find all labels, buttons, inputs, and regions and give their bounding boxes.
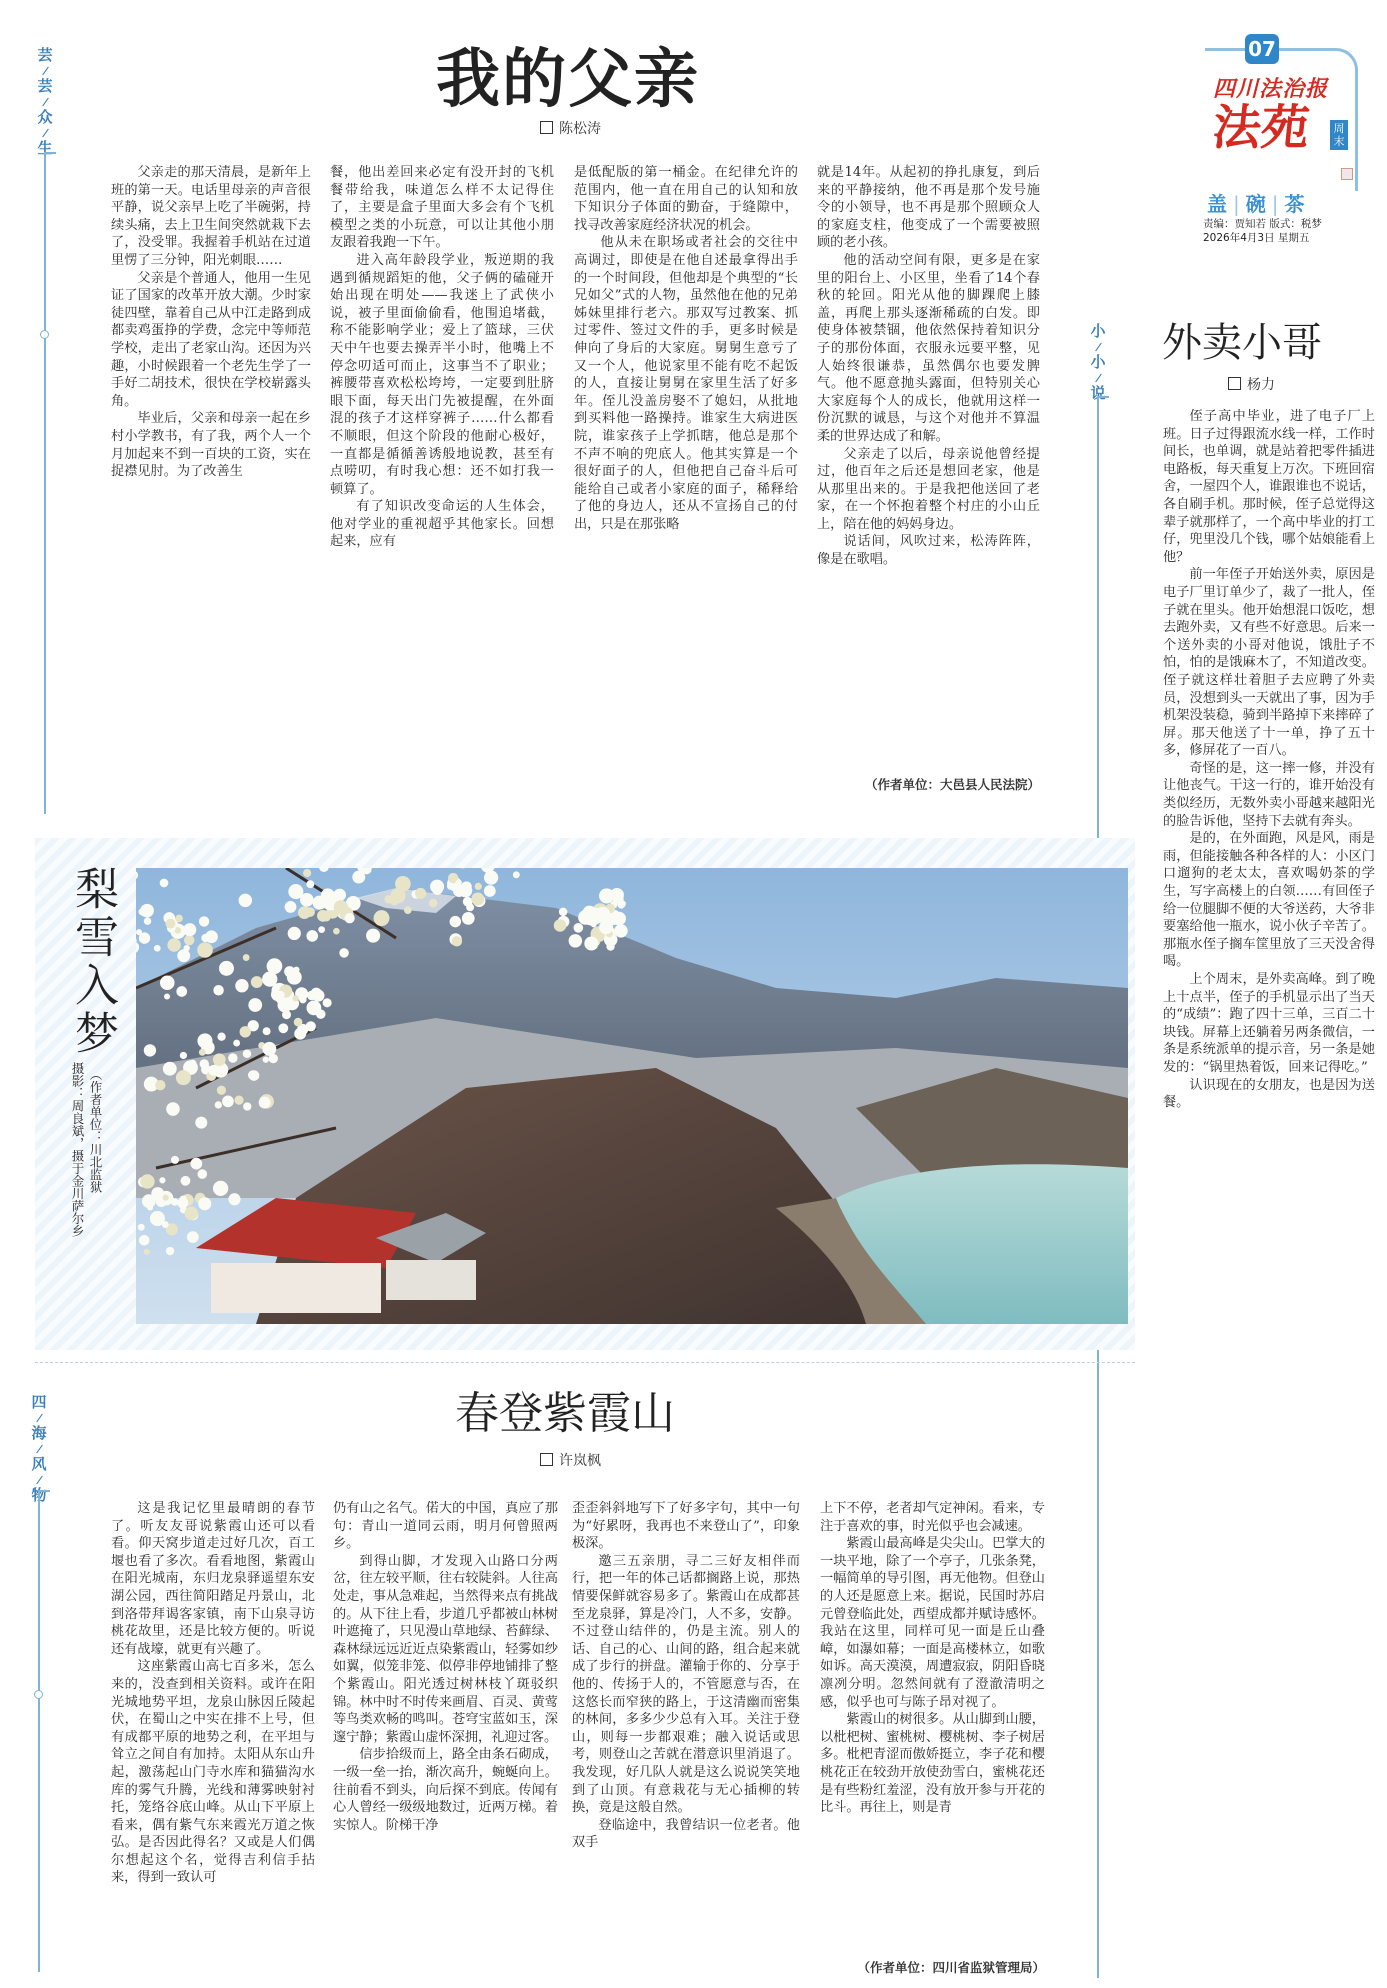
blossom (184, 945, 190, 951)
blossom (239, 894, 252, 907)
article1-column (817, 164, 1040, 770)
blossom (199, 916, 209, 926)
blossom (278, 1023, 288, 1033)
blossom (318, 926, 325, 933)
section-rule (38, 1490, 50, 1972)
masthead (1203, 28, 1370, 244)
blossom (228, 1193, 240, 1205)
blossom (307, 1001, 322, 1016)
blossom (163, 1195, 169, 1201)
paragraph: 父亲走的那天清晨，是新年上班的第一天。电话里母亲的声音很平静，说父亲早上吃了半碗粥，持续头痛，去上卫生间突然就栽下去了，没受罪。我握着手机站在过道里愣了三分钟，阳光刺眼…… (111, 165, 311, 268)
blossom (165, 919, 175, 929)
section-label-xiaoxiaoshuo: 小 小 说 (1090, 322, 1106, 402)
article1-column (330, 164, 554, 770)
blossom (307, 991, 317, 1001)
blossom (171, 1156, 179, 1164)
blossom (243, 1049, 251, 1057)
blossom (162, 1221, 169, 1228)
blossom (559, 908, 568, 917)
blossom (233, 1040, 240, 1047)
editor-line: 责编：贾知若 版式：税梦 (1203, 218, 1322, 230)
author-name: 杨力 (1247, 377, 1275, 393)
blossom (154, 945, 161, 952)
paragraph: 这座紫霞山高七百多米，怎么来的，没查到相关资料。或许在阳光城地势平坦，龙泉山脉因丘陵起伏，在蜀山之中实在排不上号，但有成都平原的地势之利，在平坦与耸立之间自有加持。太阳从东山升起，激荡起山门寺水库和猫猫沟水库的雾气升腾，光线和薄雾映射衬托，笼络谷底山峰。从山下平原上看来，偶有紫气东来霞光万道之恢弘。是否因此得名？又或是人们偶尔想起这个名，觉得吉利信手拈来，得到一致认可 (111, 1659, 315, 1886)
article2-byline (1228, 374, 1275, 394)
blossom (583, 911, 598, 926)
paragraph: 紫霞山最高峰是尖尖山。巴掌大的一块平地，除了一个亭子，几张条凳，一幅简单的导引图，再无他物。但登山的人还是愿意上来。据说，民国时苏启元曾登临此处，西望成都并赋诗感怀。我站在这里，同样可见一面是丘山叠嶂，如瀑如幕；一面是高楼林立，如歌如诉。高天漠漠，周遭寂寂，阴阳昏晓凛冽分明。忽然间就有了澄澈清明之感，似乎也可与陈子昂对视了。 (820, 1536, 1045, 1710)
column-char: 茶 (1284, 192, 1305, 216)
blossom (300, 893, 314, 907)
blossom (292, 995, 298, 1001)
blossom (164, 993, 170, 999)
blossom (285, 901, 297, 913)
blossom (450, 916, 461, 927)
blossom (294, 1028, 306, 1040)
blossom (484, 885, 496, 897)
blossom (200, 1059, 209, 1068)
blossom (263, 1027, 271, 1035)
blossom (184, 935, 195, 946)
blossom (219, 961, 234, 976)
blossom (167, 938, 180, 951)
paragraph: 说话间，风吹过来，松涛阵阵，像是在歌唱。 (817, 534, 1040, 568)
blossom (269, 1054, 278, 1063)
blossom (181, 1176, 191, 1186)
blossom (234, 1096, 243, 1105)
blossom (466, 903, 474, 911)
article2-title: 外卖小哥 (1162, 320, 1322, 366)
blossom (306, 930, 318, 942)
paragraph: 前一年侄子开始送外卖，原因是电子厂里订单少了，裁了一批人，侄子就在里头。他开始想混口饭吃，想去跑外卖，又有些不好意思。后来一个送外卖的小哥对他说，饿肚子不怕，怕的是饿麻木了，不知道改变。侄子就这样壮着胆子去应聘了外卖员，没想到头一天就出了事，因为手机架没装稳，骑到半路掉下来摔碎了屏。那天他送了十一单，挣了五十多，修屏花了一百八。 (1163, 567, 1375, 759)
photo-caption-line2: 摄影：周良斌，摄于金川萨尔乡 (70, 1062, 85, 1237)
paragraph: 父亲走了以后，母亲说他曾经提过，他百年之后还是想回老家，他是从那里出来的。于是我把他送回了老家，在一个怀抱着整个村庄的小山丘上，陪在他的妈妈身边。 (817, 446, 1040, 532)
blossom (222, 1066, 229, 1073)
paragraph: 认识现在的女朋友，也是因为送餐。 (1163, 1077, 1375, 1111)
blossom (138, 908, 145, 915)
blossom (183, 923, 196, 936)
blossom (243, 954, 250, 961)
blossom (374, 910, 390, 926)
article1-column (111, 164, 311, 770)
blossom (554, 919, 567, 932)
blossom (251, 976, 263, 988)
blossom (618, 901, 625, 908)
blossom (293, 967, 299, 973)
blossom (263, 1056, 269, 1062)
blossom (429, 899, 437, 907)
paragraph: 登临途中，我曾结识一位老者。他双手 (572, 1817, 800, 1851)
paragraph: 仍有山之名气。偌大的中国，真应了那句：青山一道同云雨，明月何曾照两乡。 (333, 1501, 558, 1552)
blossom (159, 1177, 165, 1183)
blossom (217, 1033, 225, 1041)
blossom (138, 1224, 145, 1231)
paragraph: 紫霞山的树很多。从山脚到山腰，以枇杷树、蜜桃树、樱桃树、李子树居多。枇杷青涩而傲娇挺立，李子花和樱桃花正在较劲开放使劲雪白，蜜桃花还是有些粉红羞涩，没有放开参与开花的比斗。再往上，则是青 (820, 1712, 1045, 1816)
blossom (599, 920, 613, 934)
blossom (344, 913, 354, 923)
blossom (611, 913, 617, 919)
blossom (415, 888, 426, 899)
blossom (456, 879, 462, 885)
blossom (395, 876, 411, 892)
blossom (317, 910, 329, 922)
page-number-badge: 07 (1245, 34, 1279, 64)
blossom (139, 1235, 150, 1246)
paper-name-logo: 四川法治报 (1213, 76, 1329, 102)
paragraph: 进入高年龄段学业，叛逆期的我遇到循规蹈矩的他，父子俩的磕碰开始出现在明处——我迷上了武侠小说，被子里面偷偷看，他围追堵截，称不能影响学业；爱上了篮球，三伏天中午也要去操弄半小时，他嘴上不停念叨适可而止，这事当不了职业；裤腰带喜欢松松垮垮，一定要到肚脐眼下面，每天出门先被提醒，在外面混的孩子才这样穿裤子……什么都看不顺眼，但这个阶段的他耐心极好，一直都是循循善诱般地说教，甚至有点唠叨，有时我心想：还不如打我一顿算了。 (330, 252, 554, 497)
article1-credit: （作者单位：大邑县人民法院） (864, 777, 1040, 792)
paragraph: 到得山脚，才发现入山路口分两岔，往左较平顺，往右较陡斜。人往高处走，事从急难起，当然得来点有挑战的。从下往上看，步道几乎都被山林树叶遮掩了，只见漫山草地绿、苔藓绿、森林绿远远近近点染紫霞山，轻雾如纱如翼，似笼非笼、似停非停地铺排了整个紫霞山。阳光透过树林枝丫斑驳织锦。林中时不时传来画眉、百灵、黄莺等鸟类欢畅的鸣叫。苍穹宝蓝如玉，深邃宁静；紫霞山虚怀深拥，礼迎过客。 (333, 1553, 558, 1745)
author-name: 许岚枫 (559, 1453, 601, 1469)
photo-title: 梨雪入梦 (67, 866, 118, 1058)
blossom (175, 915, 183, 923)
column-char: 盖 (1207, 192, 1227, 216)
paragraph: 侄子高中毕业，进了电子厂上班。日子过得跟流水线一样，工作时间长，也单调，就是站着把零件插进电路板，每天重复上万次。下班回宿舍，一屋四个人，谁跟谁也不说话，各自刷手机。那时候，侄子总觉得这辈子就那样了，一个高中毕业的打工仔，兜里没几个钱，哪个姑娘能看上他？ (1163, 409, 1375, 565)
paragraph: 信步拾级而上，路全由条石砌成，一级一垒一抬，渐次高升，蜿蜒向上。往前看不到头，向后探不到底。传闻有心人曾经一级级地数过，近两万梯。着实惊人。阶梯干净 (333, 1747, 558, 1833)
blossom (166, 1102, 180, 1116)
blossom (160, 879, 169, 888)
photo-caption-line1: （作者单位：川北监狱 (88, 1068, 103, 1193)
blossom (160, 975, 175, 990)
blossom (471, 893, 484, 906)
article1-byline (540, 118, 601, 138)
blossom (484, 871, 498, 885)
paragraph: 是的，在外面跑，风是风，雨是雨，但能接触各种各样的人：小区门口遛狗的老太太，喜欢喝奶茶的学生，写字高楼上的白领……有回侄子给一位腿脚不便的大爷送药，大爷非要塞给他一瓶水，说小伙子辛苦了。那瓶水侄子搁车筐里放了三天没舍得喝。 (1163, 831, 1375, 970)
blossom (569, 934, 582, 947)
blossom (208, 1065, 219, 1076)
section-rule-dot (34, 1690, 43, 1699)
article1-title: 我的父亲 (436, 43, 700, 117)
blossom (163, 1062, 177, 1076)
paragraph: 邀三五亲朋，寻二三好友相伴而行，把一年的体己话都搁路上说，那热情要保鲜就容易多了。紫霞山在成都甚至龙泉驿，算是冷门，人不多，安静。不过登山结伴的，仍是主流。别人的话、自己的心、山间的路，组合起来就成了步行的拼盘。灌输于你的、分享于他的、传扬于人的，不管愿意与否，在这悠长而窄狭的路上，于这清幽而密集的林间，多多少少总有入耳。关注于登山，则每一步都艰难；融入说话或思考，则登山之苦就在潜意识里消退了。我发现，好几队人就是这么说说笑笑地到了山顶。有意栽花与无心插柳的转换，竟是这般自然。 (572, 1553, 800, 1816)
weekend-tag: 周末 (1330, 120, 1348, 150)
blossom (366, 929, 380, 943)
blossom (240, 1026, 251, 1037)
paragraph: 上个周末，是外卖高峰。到了晚上十点半，侄子的手机显示出了当天的“成绩”：跑了四十三单，三百二十块钱。屏幕上还躺着另两条微信，一条是系统派单的提示音，另一条是她发的：“锅里热着饭，回来记得吃。” (1163, 972, 1375, 1075)
blossom (248, 1070, 257, 1079)
supplement-logo: 法苑 (1210, 100, 1312, 156)
article3-title: 春登紫霞山 (455, 1388, 675, 1439)
blossom (147, 1205, 153, 1211)
blossom (248, 998, 262, 1012)
blossom (176, 1070, 191, 1085)
blossom (262, 972, 277, 987)
byline-box-icon (1228, 377, 1241, 390)
blossom (185, 1207, 199, 1221)
blossom (176, 986, 187, 997)
blossom (177, 949, 190, 962)
blossom (213, 985, 223, 995)
blossom (228, 1053, 237, 1062)
article3-column (111, 1500, 315, 1955)
author-name: 陈松涛 (559, 121, 601, 137)
paragraph: 就是14年。从起初的挣扎康复，到后来的平静接纳，他不再是那个发号施令的小领导，也不再是那个照顾众人的家庭支柱，他变成了一个需要被照顾的老小孩。 (817, 165, 1040, 251)
section-rule-dot (40, 330, 49, 339)
section-label-yunyun: 芸 芸 众 生 (37, 46, 53, 157)
paragraph: 这是我记忆里最晴朗的春节了。听友友哥说紫霞山还可以看看。仰天窝步道走过好几次，百工堰也看了多次。看看地图，紫霞山在阳光城南，东归龙泉驿遥望东安湖公园，西往简阳踏足丹景山，北到洛带拜谒客家镇，南下山泉寻访桃花故里，还是比较方便的。听说还有战壕，就更有兴趣了。 (111, 1501, 315, 1657)
paragraph: 有了知识改变命运的人生体会，他对学业的重视超乎其他家长。回想起来，应有 (330, 499, 554, 550)
blossom (462, 912, 475, 925)
blossom (269, 964, 276, 971)
section-rule (44, 152, 56, 814)
blossom (198, 1197, 211, 1210)
article3-byline (540, 1450, 601, 1470)
blossom (213, 1181, 228, 1196)
paragraph: 餐，他出差回来必定有没开封的飞机餐带给我，味道怎么样不太记得住了，主要是盒子里面大多会有个飞机模型之类的小玩意，可以让其他小朋友跟着我跑一下午。 (330, 165, 554, 251)
blossom (323, 998, 332, 1007)
byline-box-icon (540, 1453, 553, 1466)
blossom (294, 1018, 303, 1027)
blossom (262, 1042, 276, 1056)
blossom (235, 979, 248, 992)
paragraph: 他从未在职场或者社会的交往中高调过，即使是在他自述最拿得出手的一个时间段，但他却是个典型的“长兄如父”式的人物，虽然他在他的兄弟姊妹里排行老六。那双写过教案、抓过零件、签过文件的手，更多时候是伸向了身后的大家庭。舅舅生意亏了又一个人，他说家里不能有吃不起饭的人，直接让舅舅在家里生活了好多年。侄儿没盖房娶不了媳妇，从批地到买料他一路操持。谁家生大病进医院，谁家孩子上学抓瞎，他总是那个不声不响的兜底人。他其实算是一个很好面子的人，但他把自己奋斗后可能给自己或者小家庭的面子，稀释给了他的身边人，还从不宣扬自己的付出，只是在那张略 (574, 235, 798, 532)
blossom (140, 1174, 154, 1188)
byline-box-icon (540, 121, 553, 134)
paragraph: 奇怪的是，这一摔一修，并没有让他丧气。干这一行的，谁开始没有类似经历，无数外卖小哥越来越阳光的脸告诉他，坚持下去就有奔头。 (1163, 760, 1375, 829)
date-line: 2026年4月3日 星期五 (1203, 232, 1310, 244)
paragraph: 毕业后，父亲和母亲一起在乡村小学教书，有了我，两个人一个月加起来不到一百块的工资，实在捉襟见肘。为了改善生 (111, 411, 311, 480)
blossom (199, 1049, 206, 1056)
blossom (458, 886, 465, 893)
column-char: 碗 (1245, 192, 1266, 216)
blossom (222, 1096, 234, 1108)
seal-stamp (1341, 168, 1353, 180)
blossom (180, 1052, 187, 1059)
column-name: 盖 | 碗 | 茶 (1207, 192, 1305, 216)
blossom (452, 936, 462, 946)
blossom (190, 1158, 202, 1170)
article2-body (1163, 408, 1375, 1983)
blossom (144, 1044, 156, 1056)
blossom (243, 1102, 251, 1110)
blossom (303, 869, 311, 877)
paragraph: 他的活动空间有限，更多是在家里的阳台上、小区里，坐看了14个春秋的轮回。阳光从他的脚踝爬上膝盖，再爬上那头逐渐稀疏的白发。即使身体被禁锢，他依然保持着知识分子的那份体面，衣服永远要平整，见人始终很谦恭，虽然偶尔也要发脾气。他不愿意抛头露面，但特别关心大家庭每个人的成长，他就用这样一份沉默的诚恳，与这个对他并不算温柔的世界达成了和解。 (817, 252, 1040, 444)
blossom (333, 928, 340, 935)
paragraph: 歪歪斜斜地写下了好多字句，其中一句为“好累呀，我再也不来登山了”，印象极深。 (572, 1501, 800, 1552)
blossom (288, 927, 301, 940)
blossom (144, 1249, 150, 1255)
blossom (584, 936, 598, 950)
blossom (166, 1247, 174, 1255)
blossom (447, 883, 454, 890)
blossom (155, 1080, 165, 1090)
blossom (259, 1097, 271, 1109)
blossom (215, 1101, 222, 1108)
blossom (513, 871, 520, 878)
blossom (339, 948, 349, 958)
blossom (139, 932, 150, 943)
article3-column (572, 1500, 800, 1955)
paragraph: 父亲是个普通人，他用一生见证了国家的改革开放大潮。少时家徒四壁，靠着自己从中江走路到成都卖鸡蛋挣的学费，念完中等师范学校，走出了老家山沟。还因为兴趣，小时候跟着一个老先生学了一手好二胡技术，很快在学校崭露头角。 (111, 270, 311, 409)
blossom (573, 923, 583, 933)
paragraph: 是低配版的第一桶金。在纪律允许的范围内，他一直在用自己的认知和放下知识分子体面的勤奋，于缝隙中，找寻改善家庭经济状况的机会。 (574, 165, 798, 233)
blossom (298, 906, 311, 919)
blossom (599, 888, 614, 903)
blossom (197, 942, 213, 958)
blossom (404, 906, 412, 914)
article3-credit: （作者单位：四川省监狱管理局） (857, 1960, 1045, 1975)
blossom (306, 880, 314, 888)
section-divider (35, 1362, 1135, 1363)
blossom (432, 884, 443, 895)
blossom (475, 883, 482, 890)
blossom (201, 934, 209, 942)
blossom (144, 917, 152, 925)
blossom (282, 1010, 291, 1019)
article1-column (574, 164, 798, 770)
blossom (187, 1231, 199, 1243)
article3-column (333, 1500, 558, 1955)
section-label-sihaifengwu: 四 海 风 物 (31, 1393, 47, 1504)
blossom (213, 1053, 226, 1066)
blossom (195, 1117, 207, 1129)
blossom (334, 900, 348, 914)
blossom (276, 991, 285, 1000)
blossom (614, 924, 627, 937)
blossom (306, 1021, 316, 1031)
pear-blossom-photo (136, 868, 1128, 1324)
paragraph: 上下不停，老者却气定神闲。看来，专注于喜欢的事，时光似乎也会减速。 (820, 1501, 1045, 1534)
blossom (217, 1086, 226, 1095)
article3-column (820, 1500, 1045, 1955)
blossom (198, 1169, 208, 1179)
